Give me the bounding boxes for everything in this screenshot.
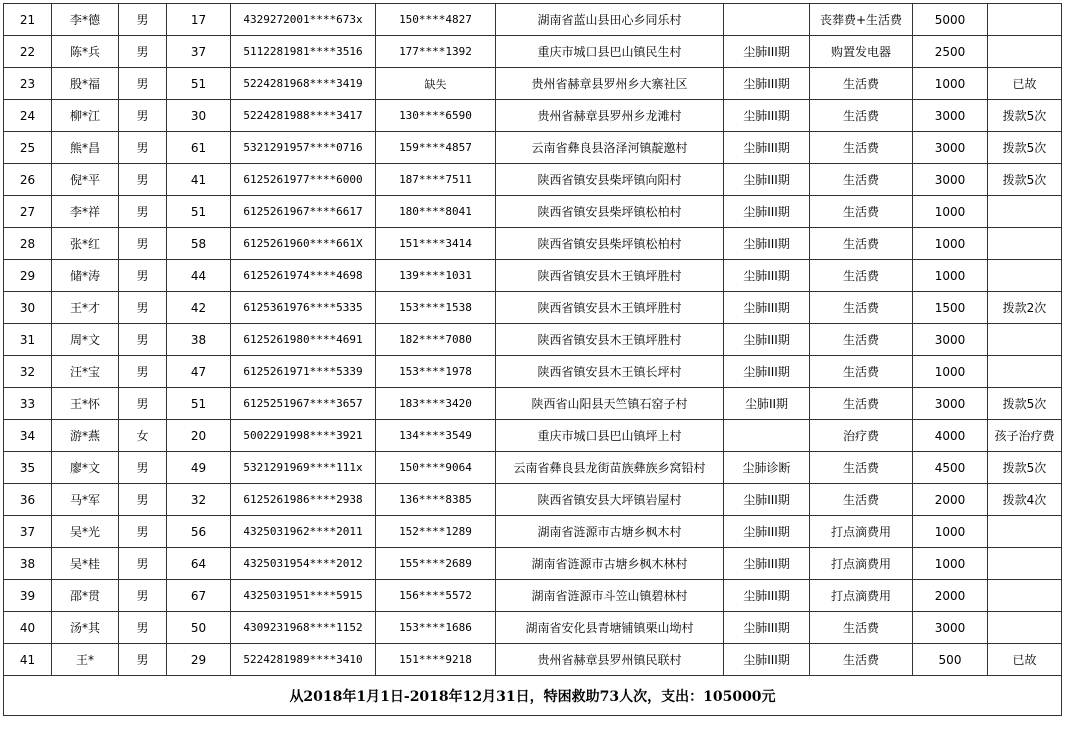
table-row <box>4 548 1062 580</box>
cell-age: 29 <box>167 644 231 676</box>
cell-note: 孩子治疗费 <box>988 420 1062 452</box>
cell-amount: 3000 <box>913 100 988 132</box>
cell-gender: 男 <box>119 164 167 196</box>
cell-phone: 151****9218 <box>376 644 496 676</box>
cell-diagnosis: 尘肺III期 <box>724 324 810 356</box>
cell-index: 40 <box>4 612 52 644</box>
cell-name: 倪*平 <box>52 164 119 196</box>
cell-amount: 1000 <box>913 68 988 100</box>
cell-index: 26 <box>4 164 52 196</box>
cell-purpose: 购置发电器 <box>810 36 913 68</box>
cell-name: 汪*宝 <box>52 356 119 388</box>
cell-address: 陕西省镇安县柴坪镇松柏村 <box>496 196 724 228</box>
cell-amount: 3000 <box>913 324 988 356</box>
cell-address: 湖南省涟源市古塘乡枫木林村 <box>496 548 724 580</box>
cell-purpose: 生活费 <box>810 164 913 196</box>
cell-index: 25 <box>4 132 52 164</box>
table-row <box>4 644 1062 676</box>
cell-purpose: 生活费 <box>810 260 913 292</box>
cell-note <box>988 516 1062 548</box>
cell-index: 29 <box>4 260 52 292</box>
cell-id-number: 5321291969****111x <box>231 452 376 484</box>
cell-address: 陕西省镇安县木王镇坪胜村 <box>496 260 724 292</box>
cell-note <box>988 196 1062 228</box>
cell-index: 37 <box>4 516 52 548</box>
cell-gender: 男 <box>119 196 167 228</box>
cell-note <box>988 36 1062 68</box>
cell-note: 已故 <box>988 644 1062 676</box>
cell-id-number: 6125261986****2938 <box>231 484 376 516</box>
cell-diagnosis: 尘肺III期 <box>724 292 810 324</box>
relief-table <box>3 3 1062 716</box>
cell-name: 马*军 <box>52 484 119 516</box>
table-row <box>4 516 1062 548</box>
cell-id-number: 4325031951****5915 <box>231 580 376 612</box>
cell-id-number: 5224281989****3410 <box>231 644 376 676</box>
cell-phone: 153****1538 <box>376 292 496 324</box>
cell-amount: 1000 <box>913 196 988 228</box>
cell-purpose: 生活费 <box>810 484 913 516</box>
cell-amount: 1000 <box>913 228 988 260</box>
cell-diagnosis: 尘肺III期 <box>724 516 810 548</box>
cell-amount: 3000 <box>913 612 988 644</box>
cell-age: 41 <box>167 164 231 196</box>
cell-gender: 男 <box>119 68 167 100</box>
cell-note <box>988 324 1062 356</box>
cell-phone: 177****1392 <box>376 36 496 68</box>
cell-phone: 180****8041 <box>376 196 496 228</box>
cell-address: 重庆市城口县巴山镇坪上村 <box>496 420 724 452</box>
cell-amount: 2000 <box>913 484 988 516</box>
cell-purpose: 生活费 <box>810 388 913 420</box>
cell-note: 拨款5次 <box>988 132 1062 164</box>
cell-purpose: 生活费 <box>810 292 913 324</box>
cell-age: 56 <box>167 516 231 548</box>
cell-index: 34 <box>4 420 52 452</box>
cell-phone: 159****4857 <box>376 132 496 164</box>
table-row <box>4 580 1062 612</box>
cell-phone: 139****1031 <box>376 260 496 292</box>
cell-note: 拨款5次 <box>988 100 1062 132</box>
cell-index: 24 <box>4 100 52 132</box>
cell-phone: 152****1289 <box>376 516 496 548</box>
cell-index: 39 <box>4 580 52 612</box>
cell-diagnosis: 尘肺诊断 <box>724 452 810 484</box>
cell-amount: 3000 <box>913 132 988 164</box>
cell-gender: 男 <box>119 644 167 676</box>
cell-gender: 男 <box>119 580 167 612</box>
table-row <box>4 260 1062 292</box>
cell-age: 51 <box>167 388 231 420</box>
table-row <box>4 612 1062 644</box>
cell-id-number: 5224281968****3419 <box>231 68 376 100</box>
cell-index: 33 <box>4 388 52 420</box>
cell-age: 50 <box>167 612 231 644</box>
cell-note <box>988 228 1062 260</box>
cell-amount: 4500 <box>913 452 988 484</box>
cell-index: 38 <box>4 548 52 580</box>
cell-amount: 3000 <box>913 164 988 196</box>
cell-index: 22 <box>4 36 52 68</box>
cell-index: 28 <box>4 228 52 260</box>
cell-diagnosis: 尘肺III期 <box>724 196 810 228</box>
table-row <box>4 356 1062 388</box>
cell-purpose: 生活费 <box>810 612 913 644</box>
cell-amount: 2000 <box>913 580 988 612</box>
cell-diagnosis: 尘肺III期 <box>724 228 810 260</box>
cell-purpose: 丧葬费+生活费 <box>810 4 913 36</box>
cell-id-number: 5224281988****3417 <box>231 100 376 132</box>
cell-age: 51 <box>167 68 231 100</box>
cell-purpose: 生活费 <box>810 68 913 100</box>
cell-gender: 男 <box>119 292 167 324</box>
table-row <box>4 68 1062 100</box>
table-row <box>4 36 1062 68</box>
cell-address: 湖南省安化县青塘铺镇栗山坳村 <box>496 612 724 644</box>
cell-gender: 男 <box>119 548 167 580</box>
cell-phone: 136****8385 <box>376 484 496 516</box>
cell-age: 47 <box>167 356 231 388</box>
cell-name: 吴*桂 <box>52 548 119 580</box>
cell-address: 陕西省镇安县柴坪镇向阳村 <box>496 164 724 196</box>
cell-id-number: 4309231968****1152 <box>231 612 376 644</box>
cell-diagnosis <box>724 420 810 452</box>
cell-amount: 1000 <box>913 356 988 388</box>
cell-note <box>988 612 1062 644</box>
cell-age: 49 <box>167 452 231 484</box>
cell-purpose: 生活费 <box>810 196 913 228</box>
cell-diagnosis: 尘肺III期 <box>724 580 810 612</box>
cell-phone: 153****1686 <box>376 612 496 644</box>
cell-index: 32 <box>4 356 52 388</box>
cell-phone: 182****7080 <box>376 324 496 356</box>
cell-name: 游*燕 <box>52 420 119 452</box>
cell-diagnosis: 尘肺III期 <box>724 68 810 100</box>
table-row <box>4 388 1062 420</box>
cell-gender: 男 <box>119 516 167 548</box>
cell-phone: 153****1978 <box>376 356 496 388</box>
cell-diagnosis: 尘肺III期 <box>724 356 810 388</box>
cell-name: 王*怀 <box>52 388 119 420</box>
cell-address: 重庆市城口县巴山镇民生村 <box>496 36 724 68</box>
cell-purpose: 生活费 <box>810 644 913 676</box>
cell-purpose: 打点滴费用 <box>810 548 913 580</box>
cell-age: 42 <box>167 292 231 324</box>
cell-name: 廖*文 <box>52 452 119 484</box>
cell-amount: 5000 <box>913 4 988 36</box>
cell-id-number: 5112281981****3516 <box>231 36 376 68</box>
cell-address: 湖南省蓝山县田心乡同乐村 <box>496 4 724 36</box>
cell-diagnosis: 尘肺III期 <box>724 484 810 516</box>
table-row <box>4 196 1062 228</box>
cell-purpose: 打点滴费用 <box>810 580 913 612</box>
table-row <box>4 324 1062 356</box>
cell-age: 51 <box>167 196 231 228</box>
cell-age: 58 <box>167 228 231 260</box>
cell-phone: 183****3420 <box>376 388 496 420</box>
cell-note <box>988 260 1062 292</box>
table-body <box>4 4 1062 676</box>
cell-name: 陈*兵 <box>52 36 119 68</box>
cell-gender: 男 <box>119 324 167 356</box>
cell-address: 陕西省镇安县大坪镇岩屋村 <box>496 484 724 516</box>
table-row <box>4 420 1062 452</box>
cell-amount: 4000 <box>913 420 988 452</box>
cell-name: 王*才 <box>52 292 119 324</box>
cell-index: 41 <box>4 644 52 676</box>
cell-diagnosis: 尘肺III期 <box>724 260 810 292</box>
cell-name: 殷*福 <box>52 68 119 100</box>
cell-note <box>988 4 1062 36</box>
cell-note: 已故 <box>988 68 1062 100</box>
table-row <box>4 132 1062 164</box>
cell-age: 61 <box>167 132 231 164</box>
cell-diagnosis: 尘肺II期 <box>724 388 810 420</box>
cell-phone: 156****5572 <box>376 580 496 612</box>
cell-age: 44 <box>167 260 231 292</box>
cell-index: 30 <box>4 292 52 324</box>
cell-name: 柳*江 <box>52 100 119 132</box>
cell-id-number: 5321291957****0716 <box>231 132 376 164</box>
cell-note <box>988 580 1062 612</box>
cell-address: 湖南省涟源市古塘乡枫木村 <box>496 516 724 548</box>
cell-address: 贵州省赫章县罗州乡龙滩村 <box>496 100 724 132</box>
cell-id-number: 6125261971****5339 <box>231 356 376 388</box>
cell-purpose: 生活费 <box>810 356 913 388</box>
cell-note: 拨款2次 <box>988 292 1062 324</box>
cell-index: 23 <box>4 68 52 100</box>
summary-text: 从2018年1月1日-2018年12月31日，特困救助73人次，支出：105000元 <box>4 676 1062 716</box>
cell-address: 贵州省赫章县罗州镇民联村 <box>496 644 724 676</box>
cell-id-number: 4329272001****673x <box>231 4 376 36</box>
cell-age: 64 <box>167 548 231 580</box>
cell-phone: 缺失 <box>376 68 496 100</box>
cell-age: 38 <box>167 324 231 356</box>
cell-id-number: 6125261974****4698 <box>231 260 376 292</box>
cell-purpose: 生活费 <box>810 132 913 164</box>
cell-name: 吴*光 <box>52 516 119 548</box>
cell-address: 湖南省涟源市斗笠山镇碧林村 <box>496 580 724 612</box>
cell-id-number: 6125261977****6000 <box>231 164 376 196</box>
cell-purpose: 治疗费 <box>810 420 913 452</box>
cell-note: 拨款5次 <box>988 452 1062 484</box>
cell-note: 拨款5次 <box>988 164 1062 196</box>
cell-gender: 男 <box>119 228 167 260</box>
cell-gender: 女 <box>119 420 167 452</box>
cell-phone: 151****3414 <box>376 228 496 260</box>
cell-address: 云南省彝良县龙街苗族彝族乡窝铅村 <box>496 452 724 484</box>
cell-gender: 男 <box>119 452 167 484</box>
cell-name: 邵*贯 <box>52 580 119 612</box>
cell-address: 陕西省镇安县木王镇坪胜村 <box>496 292 724 324</box>
cell-id-number: 6125261960****661X <box>231 228 376 260</box>
cell-address: 陕西省山阳县天竺镇石窑子村 <box>496 388 724 420</box>
cell-gender: 男 <box>119 356 167 388</box>
cell-address: 贵州省赫章县罗州乡大寨社区 <box>496 68 724 100</box>
cell-phone: 134****3549 <box>376 420 496 452</box>
cell-gender: 男 <box>119 612 167 644</box>
cell-phone: 187****7511 <box>376 164 496 196</box>
cell-phone: 130****6590 <box>376 100 496 132</box>
cell-age: 17 <box>167 4 231 36</box>
cell-purpose: 生活费 <box>810 452 913 484</box>
cell-id-number: 4325031962****2011 <box>231 516 376 548</box>
cell-index: 21 <box>4 4 52 36</box>
cell-index: 27 <box>4 196 52 228</box>
cell-id-number: 5002291998****3921 <box>231 420 376 452</box>
cell-diagnosis: 尘肺III期 <box>724 548 810 580</box>
cell-gender: 男 <box>119 484 167 516</box>
cell-diagnosis: 尘肺III期 <box>724 132 810 164</box>
cell-address: 云南省彝良县洛泽河镇靛邀村 <box>496 132 724 164</box>
cell-gender: 男 <box>119 132 167 164</box>
cell-purpose: 生活费 <box>810 324 913 356</box>
cell-age: 20 <box>167 420 231 452</box>
table-row <box>4 164 1062 196</box>
table-row <box>4 292 1062 324</box>
cell-address: 陕西省镇安县木王镇长坪村 <box>496 356 724 388</box>
cell-note <box>988 356 1062 388</box>
cell-diagnosis: 尘肺III期 <box>724 644 810 676</box>
cell-gender: 男 <box>119 260 167 292</box>
cell-amount: 3000 <box>913 388 988 420</box>
cell-id-number: 6125251967****3657 <box>231 388 376 420</box>
cell-age: 30 <box>167 100 231 132</box>
cell-age: 32 <box>167 484 231 516</box>
cell-gender: 男 <box>119 4 167 36</box>
cell-name: 王* <box>52 644 119 676</box>
cell-note: 拨款5次 <box>988 388 1062 420</box>
cell-age: 37 <box>167 36 231 68</box>
cell-id-number: 6125361976****5335 <box>231 292 376 324</box>
cell-index: 35 <box>4 452 52 484</box>
cell-gender: 男 <box>119 36 167 68</box>
cell-diagnosis: 尘肺III期 <box>724 36 810 68</box>
cell-note: 拨款4次 <box>988 484 1062 516</box>
summary-row <box>4 676 1062 716</box>
cell-gender: 男 <box>119 388 167 420</box>
cell-amount: 2500 <box>913 36 988 68</box>
cell-name: 李*德 <box>52 4 119 36</box>
table-row <box>4 4 1062 36</box>
cell-purpose: 生活费 <box>810 228 913 260</box>
cell-gender: 男 <box>119 100 167 132</box>
cell-amount: 500 <box>913 644 988 676</box>
cell-index: 36 <box>4 484 52 516</box>
cell-name: 周*文 <box>52 324 119 356</box>
cell-id-number: 4325031954****2012 <box>231 548 376 580</box>
cell-address: 陕西省镇安县柴坪镇松柏村 <box>496 228 724 260</box>
cell-name: 储*涛 <box>52 260 119 292</box>
cell-id-number: 6125261967****6617 <box>231 196 376 228</box>
cell-id-number: 6125261980****4691 <box>231 324 376 356</box>
cell-purpose: 生活费 <box>810 100 913 132</box>
cell-address: 陕西省镇安县木王镇坪胜村 <box>496 324 724 356</box>
cell-age: 67 <box>167 580 231 612</box>
cell-name: 汤*其 <box>52 612 119 644</box>
cell-amount: 1500 <box>913 292 988 324</box>
cell-phone: 155****2689 <box>376 548 496 580</box>
cell-diagnosis: 尘肺III期 <box>724 164 810 196</box>
table-row <box>4 452 1062 484</box>
cell-amount: 1000 <box>913 548 988 580</box>
cell-phone: 150****4827 <box>376 4 496 36</box>
cell-diagnosis: 尘肺III期 <box>724 100 810 132</box>
cell-purpose: 打点滴费用 <box>810 516 913 548</box>
cell-amount: 1000 <box>913 260 988 292</box>
cell-name: 张*红 <box>52 228 119 260</box>
cell-diagnosis <box>724 4 810 36</box>
table-row <box>4 228 1062 260</box>
cell-index: 31 <box>4 324 52 356</box>
table-row <box>4 484 1062 516</box>
cell-diagnosis: 尘肺III期 <box>724 612 810 644</box>
cell-note <box>988 548 1062 580</box>
cell-amount: 1000 <box>913 516 988 548</box>
cell-name: 李*祥 <box>52 196 119 228</box>
table-row <box>4 100 1062 132</box>
cell-phone: 150****9064 <box>376 452 496 484</box>
cell-name: 熊*昌 <box>52 132 119 164</box>
